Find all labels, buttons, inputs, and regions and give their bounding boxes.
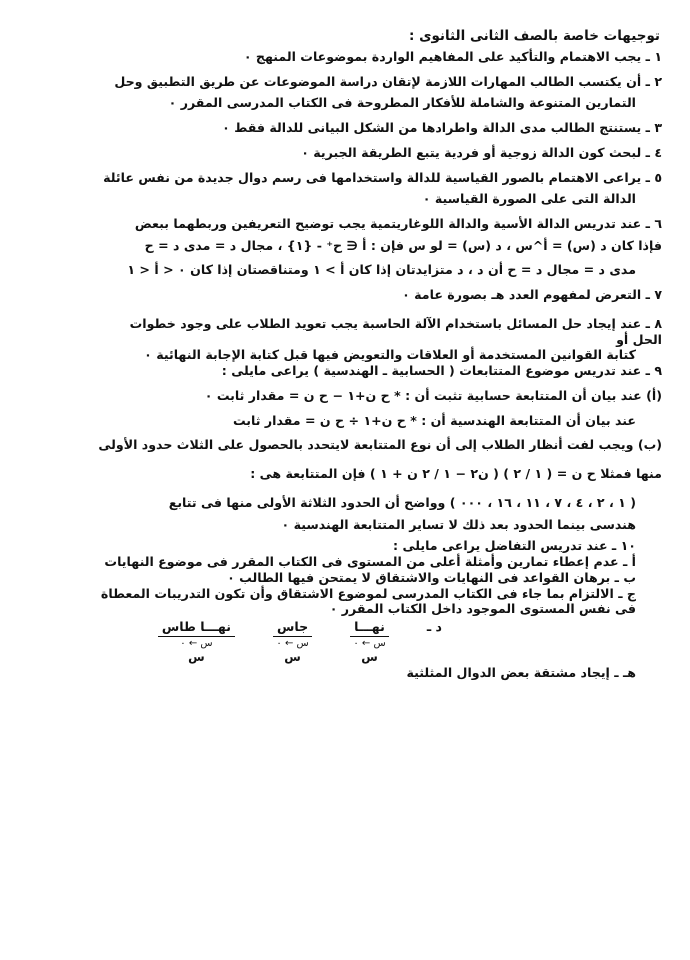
item-3: ٣ ـ يستنتج الطالب مدى الدالة واطرادها من الشكل البيانى للدالة فقط ٠ [222,120,662,136]
item-6-line-3: مدى د = مجال د = ح أن د ، د متزايدتان إذا كان أ > ١ ومتناقصتان إذا كان ٠ < أ < ١ [127,262,636,278]
item-2-line-1: ٢ ـ أن يكتسب الطالب المهارات اللازمة لإتقان دراسة الموضوعات عن طريق التطبيق وحل [114,73,662,89]
item-10-c-line-2: فى نفس المستوى الموجود داخل الكتاب المقرر ٠ [329,601,636,617]
limit-arrow: س ← ٠ [180,637,213,649]
item-10-line-1: ١٠ ـ عند تدريس التفاضل يراعى مايلى : [393,538,636,554]
item-10-a: أ ـ عدم إعطاء تمارين وأمثلة أعلى من المستوى فى الكتاب المقرر فى موضوع النهايات [104,554,636,570]
item-7: ٧ ـ التعرض لمفهوم العدد هـ بصورة عامة ٠ [402,287,662,303]
item-4: ٤ ـ لبحث كون الدالة زوجية أو فردية يتبع الطريقة الجبرية ٠ [301,144,662,160]
item-9-line-7: هندسى بينما الحدود بعد ذلك لا تساير المتتابعة الهندسية ٠ [281,516,636,532]
page-title: توجيهات خاصة بالصف الثانى الثانوى : [408,28,660,44]
item-9-example-formula: منها فمثلا ح ن = ( ١ / ٢ ) ( ن٢ − ١ / ٢ ن + ١ ) فإن المتتابعة هى : [250,466,662,482]
limit-arrow: س ← ٠ [276,637,309,649]
limit-variable: س [188,650,205,665]
item-9-sequence: ( ١ ، ٢ ، ٤ ، ٧ ، ١١ ، ١٦ ، ٠٠٠ ) وواضح أن الحدود الثلاثة الأولى منها فى تتابع [168,494,636,510]
item-10-d-label: د ـ [426,618,442,634]
item-5-line-1: ٥ ـ يراعى الاهتمام بالصور القياسية للدالة واستخدامها فى رسم دوال جديدة من نفس عائلة [103,169,662,185]
limit-expression-top: جاس [273,619,312,637]
limit-expression [158,619,235,665]
limit-expression-top: نهـــا طاس [158,619,235,637]
item-9-line-1: ٩ ـ عند تدريس موضوع المتتابعات ( الحسابية ـ الهندسية ) يراعى مايلى : [221,363,662,379]
item-6-formula-line: فإذا كان د (س) = أ^س ، د (س) = لو س فإن : أ ∈ ح⁺ - {١} ، مجال د = مدى د = ح [144,237,662,253]
item-5-line-2: الدالة التى على الصورة القياسية ٠ [422,191,636,207]
item-8-line-3: كتابة القوانين المستخدمة أو العلاقات والتعويض فيها قبل كتابة الإجابة النهائية ٠ [144,347,636,363]
limit-expression-top: نهـــا [350,619,389,637]
limit-label [427,619,442,635]
limit-variable: س [284,650,301,665]
limit-arrow: س ← ٠ [353,637,386,649]
item-8-line-1: ٨ ـ عند إيجاد حل المسائل باستخدام الآلة الحاسبة يجب تعويد الطلاب على وجود خطوات [129,315,662,331]
limit-expressions [18,619,662,665]
item-9-line-4: (ب) ويجب لفت أنظار الطلاب إلى أن نوع المتتابعة لايتحدد بالحصول على الثلاث حدود الأولى [98,437,662,453]
item-10-e: هـ ـ إيجاد مشتقة بعض الدوال المثلثية [406,665,636,681]
item-2-line-2: التمارين المتنوعة والشاملة للأفكار المطروحة فى الكتاب المدرسى المقرر ٠ [168,95,636,111]
limit-expression [273,619,312,665]
limit-expression [350,619,389,665]
item-1: ١ ـ يجب الاهتمام والتأكيد على المفاهيم الواردة بموضوعات المنهج ٠ [243,48,662,64]
item-9-arithmetic-rule: (أ) عند بيان أن المتتابعة حسابية تثبت أن : * ح ن+١ − ح ن = مقدار ثابت ٠ [204,387,662,403]
item-6-line-1: ٦ ـ عند تدريس الدالة الأسية والدالة اللوغاريتمية يجب توضيح التعريفين وربطهما ببعض [134,216,662,232]
item-8-line-2: الحل أو [616,331,662,347]
item-10-c-line-1: ج ـ الالتزام بما جاء فى الكتاب المدرسى لموضوع الاشتقاق وأن تكون التدريبات المعطاة [100,585,636,601]
item-9-geometric-rule: عند بيان أن المتتابعة الهندسية أن : * ح ن+١ ÷ ح ن = مقدار ثابت [232,412,636,428]
item-10-b: ب ـ برهان القواعد فى النهايات والاشتقاق لا يمتحن فيها الطالب ٠ [227,569,636,585]
limit-variable: س [361,650,378,665]
